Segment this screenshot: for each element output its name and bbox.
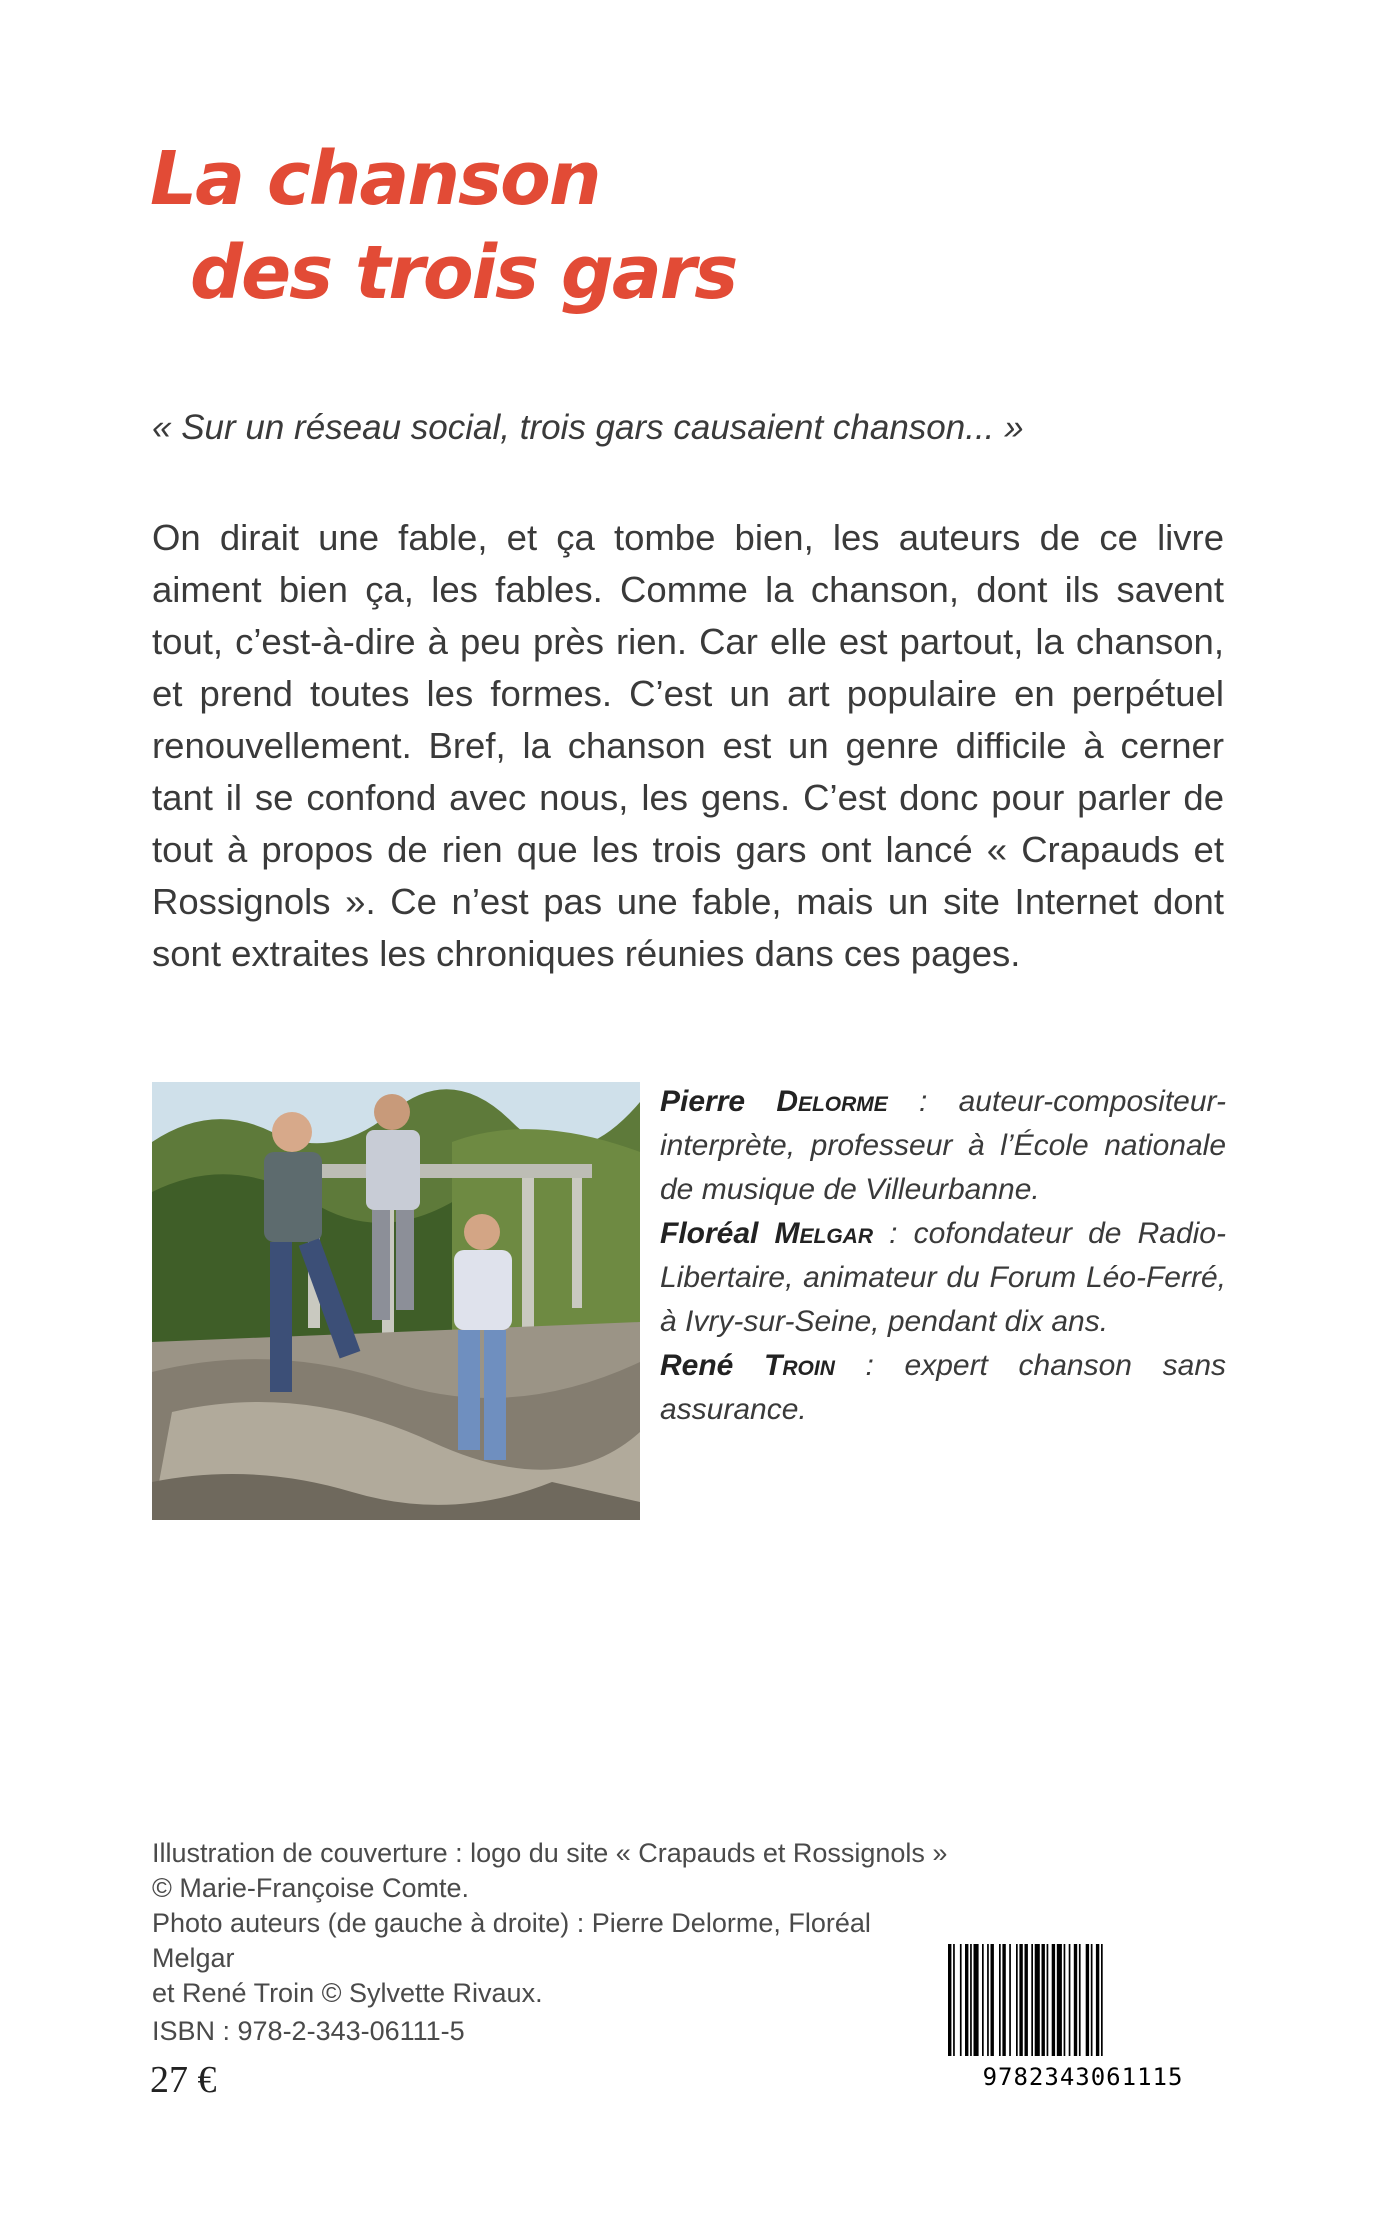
title-line-2: des trois gars <box>190 230 737 316</box>
author-bio <box>660 1080 1226 1212</box>
barcode-bar <box>1019 1944 1022 2056</box>
credit-line: Illustration de couverture : logo du site « Crapauds et Rossignols » <box>152 1838 948 1868</box>
author-bio <box>660 1212 1226 1344</box>
barcode-bar <box>1086 1944 1089 2056</box>
book-title <box>150 132 736 320</box>
barcode-bar <box>1074 1944 1077 2056</box>
barcode-bar <box>1052 1944 1055 2056</box>
barcode-bar <box>1009 1944 1011 2056</box>
barcode-bar <box>1047 1944 1049 2056</box>
barcode <box>938 1940 1228 2090</box>
barcode-bar <box>1031 1944 1033 2056</box>
authors-photo-illustration <box>152 1082 640 1520</box>
authors-photo <box>152 1082 640 1520</box>
author-last-name: Delorme <box>776 1085 888 1118</box>
barcode-bar <box>948 1944 951 2056</box>
credit-line: © Marie-Françoise Comte. <box>152 1873 469 1903</box>
author-bio <box>660 1344 1226 1432</box>
barcode-bar <box>1042 1944 1045 2056</box>
author-separator: : <box>873 1217 914 1250</box>
barcode-bar <box>1091 1944 1093 2056</box>
author-last-name: Troin <box>764 1349 835 1382</box>
author-separator: : <box>887 1085 959 1118</box>
barcode-bar <box>1096 1944 1099 2056</box>
barcode-bar <box>991 1944 994 2056</box>
barcode-bar <box>970 1944 972 2056</box>
credit-line: Photo auteurs (de gauche à droite) : Pierre Delorme, Floréal Melgar <box>152 1908 871 1973</box>
author-description: auteur-compositeur-interprète, professeur à l’École nationale de musique de Villeurbanne. <box>660 1085 1226 1206</box>
barcode-bar <box>1064 1944 1066 2056</box>
epigraph-quote: « Sur un réseau social, trois gars causaient chanson... » <box>152 408 1024 447</box>
barcode-bar <box>987 1944 989 2056</box>
barcode-bar <box>1025 1944 1028 2056</box>
author-first-name: Floréal <box>660 1217 759 1250</box>
barcode-bar <box>960 1944 962 2056</box>
isbn: ISBN : 978-2-343-06111-5 <box>152 2016 465 2046</box>
barcode-bar <box>953 1944 955 2056</box>
credits <box>152 1836 952 2011</box>
barcode-bar <box>1079 1944 1081 2056</box>
barcode-bar <box>982 1944 984 2056</box>
description-paragraph: On dirait une fable, et ça tombe bien, les auteurs de ce livre aiment bien ça, les fables. Comme la chanson, dont ils savent tout, c’est-à-dire à peu près rien. Car elle est partout, la chanson, et prend toutes les formes. C’est un art populaire en perpétuel renouvellement. Bref, la chanson est un genre difficile à cerner tant il se confond avec nous, les gens. C’est donc pour parler de tout à propos de rien que les trois gars ont lancé « Crapauds et Rossignols ». Ce n’est pas une fable, mais un site Internet dont sont extraites les chroniques réunies dans ces pages. <box>152 517 1224 974</box>
author-first-name: René <box>660 1349 734 1382</box>
barcode-bar <box>1002 1944 1005 2056</box>
barcode-bar <box>1016 1944 1018 2056</box>
author-first-name: Pierre <box>660 1085 746 1118</box>
barcode-bar <box>965 1944 968 2056</box>
barcode-digits: 9782343061115 <box>982 2063 1184 2090</box>
barcode-bar <box>1057 1944 1062 2056</box>
author-description: cofondateur de Radio-Libertaire, animateur du Forum Léo-Ferré, à Ivry-sur-Seine, pendant dix ans. <box>660 1217 1226 1338</box>
title-line-1: La chanson <box>150 136 600 222</box>
author-last-name: Melgar <box>774 1217 873 1250</box>
barcode-bar <box>999 1944 1001 2056</box>
credit-line: et René Troin © Sylvette Rivaux. <box>152 1978 543 2008</box>
barcode-bar <box>974 1944 979 2056</box>
barcode-bars <box>948 1944 1103 2056</box>
barcode-bar <box>1035 1944 1040 2056</box>
author-bios <box>660 1080 1226 1432</box>
author-separator: : <box>834 1349 905 1382</box>
price: 27 € <box>150 2059 217 2101</box>
author-description: expert chanson sans assurance. <box>660 1349 1227 1426</box>
barcode-bar <box>1101 1944 1103 2056</box>
barcode-bar <box>1069 1944 1071 2056</box>
